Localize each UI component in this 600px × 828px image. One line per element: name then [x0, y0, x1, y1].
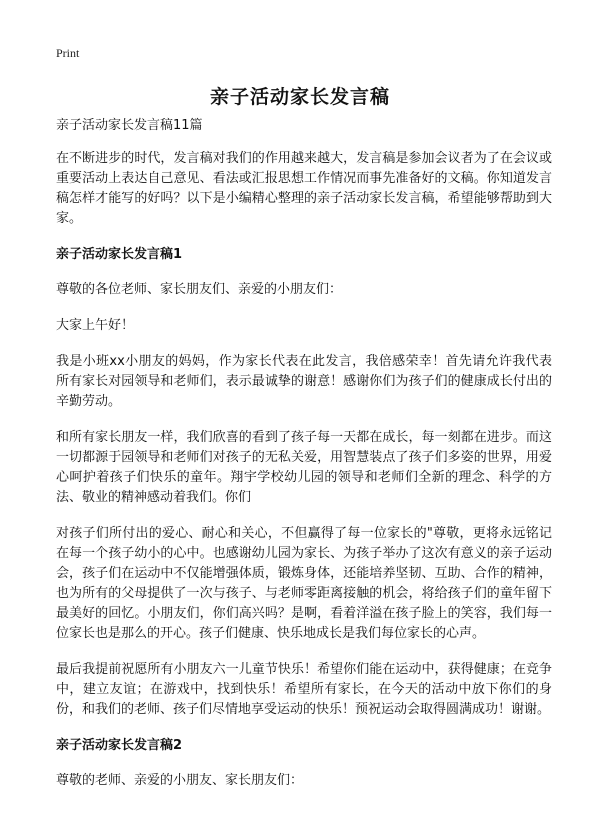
section-heading-2: 亲子活动家长发言稿2	[56, 738, 183, 753]
greeting-paragraph: 尊敬的老师、亲爱的小朋友、家长朋友们：	[56, 773, 304, 788]
body-paragraph: 和所有家长朋友一样，我们欣喜的看到了孩子每一天都在成长，每一刻都在进步。而这一切都源于园领导和老师们对孩子的无私关爱，用智慧装点了孩子们多姿的世界，用爱心呵护着孩子们快乐的童年。翔宇学校幼儿园的领导和老师们全新的理念、科学的方法、敬业的精神感动着我们。你们	[56, 430, 552, 505]
closing-paragraph: 最后我提前祝愿所有小朋友六一儿童节快乐！希望你们能在运动中，获得健康；在竞争中，建立友谊；在游戏中，找到快乐！希望所有家长，在今天的活动中放下你们的身份，和我们的老师、孩子们尽情地享受运动的快乐！预祝运动会取得圆满成功！谢谢。	[56, 662, 552, 717]
section-heading-1: 亲子活动家长发言稿1	[56, 247, 183, 262]
document-subtitle: 亲子活动家长发言稿11篇	[56, 118, 203, 133]
document-body	[56, 116, 552, 807]
page-title: 亲子活动家长发言稿	[209, 86, 390, 108]
body-paragraph: 我是小班xx小朋友的妈妈，作为家长代表在此发言，我倍感荣幸！首先请允许我代表所有家长对园领导和老师们，表示最诚挚的谢意！感谢你们为孩子们的健康成长付出的辛勤劳动。	[56, 354, 552, 409]
greeting-paragraph: 尊敬的各位老师、家长朋友们、亲爱的小朋友们：	[56, 282, 343, 297]
intro-paragraph: 在不断进步的时代，发言稿对我们的作用越来越大，发言稿是参加会议者为了在会议或重要活动上表达自己意见、看法或汇报思想工作情况而事先准备好的文稿。你知道发言稿怎样才能写的好吗？以下是小编精心整理的亲子活动家长发言稿，希望能够帮助到大家。	[56, 151, 552, 226]
body-paragraph: 对孩子们所付出的爱心、耐心和关心，不但赢得了每一位家长的"尊敬，更将永远铭记在每一个孩子幼小的心中。也感谢幼儿园为家长、为孩子举办了这次有意义的亲子运动会，孩子们在运动中不仅能增强体质，锻炼身体，还能培养坚韧、互助、合作的精神，也为所有的父母提供了一次与孩子、与老师零距离接触的机会，将给孩子们的童年留下最美好的回忆。小朋友们，你们高兴吗？是啊，看着洋溢在孩子脸上的笑容，我们每一位家长也是那么的开心。孩子们健康、快乐地成长是我们每位家长的心声。	[56, 526, 552, 641]
print-link[interactable]: Print	[56, 46, 80, 60]
salutation-paragraph: 大家上午好！	[56, 318, 135, 333]
